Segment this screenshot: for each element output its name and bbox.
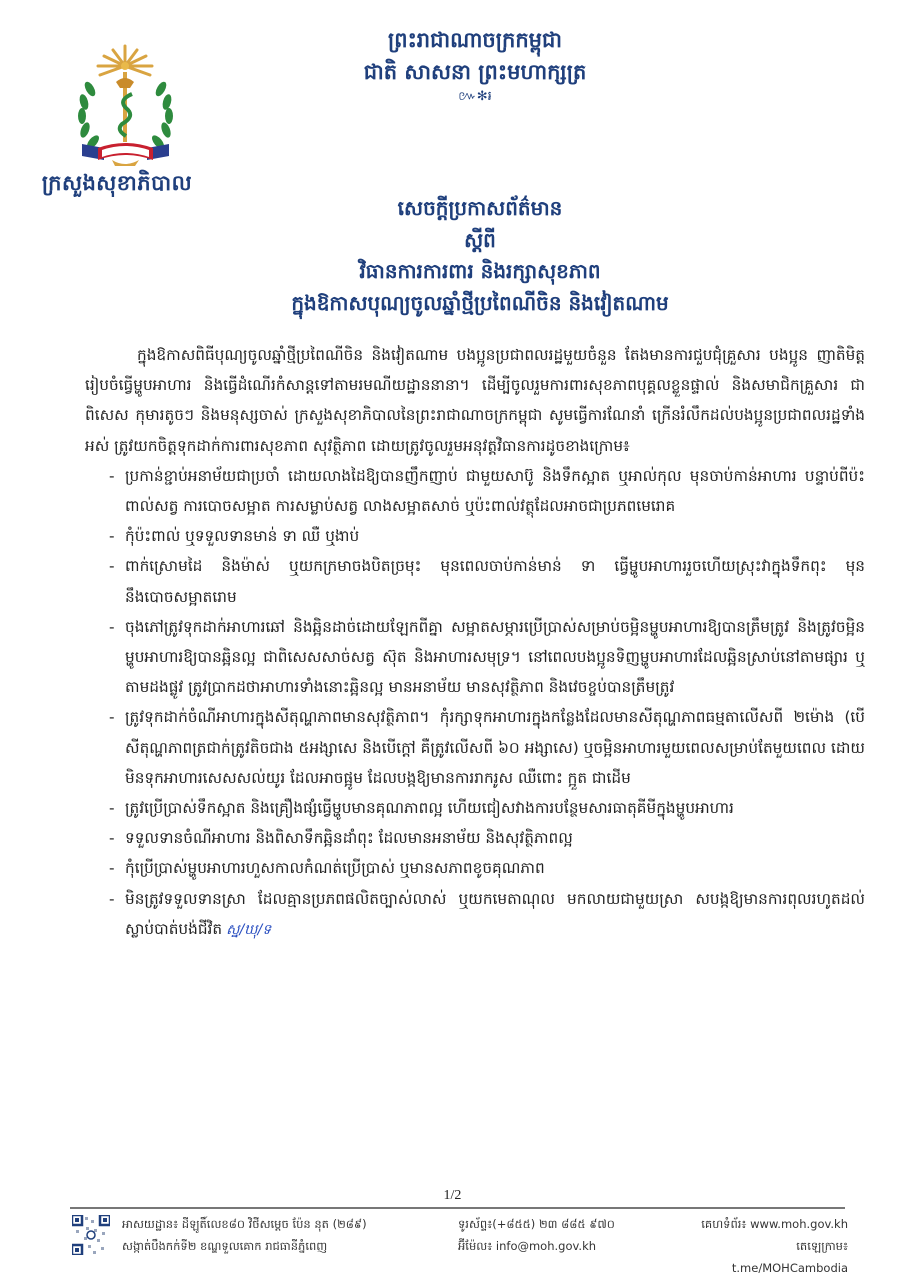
list-item: - កុំប៉ះពាល់ ឬទទួលទានមាន់ ទា ឈឺ ឬងាប់ xyxy=(85,521,865,551)
list-item: - ត្រូវប្រើប្រាស់ទឹកស្អាត និងគ្រឿងផ្សំធ្វើម្ហូបមានគុណភាពល្អ ហើយជៀសវាងការបន្ថែមសារធាតុគីមីក្នុងម្ហូបអាហារ xyxy=(85,793,865,823)
bullet-dash: - xyxy=(109,889,115,908)
bullet-dash: - xyxy=(109,829,115,848)
bullet-dash: - xyxy=(109,527,115,546)
bullet-dash: - xyxy=(109,557,115,576)
intro-paragraph: ក្នុងឱកាសពិធីបុណ្យចូលឆ្នាំថ្មីប្រពៃណីចិន និងវៀតណាម បងប្អូនប្រជាពលរដ្ឋមួយចំនួន តែងមានការជួបជុំគ្រួសារ បងប្អូន ញាតិមិត្ត រៀបចំធ្វើម្ហូបអាហារ និងធ្វើដំណើរកំសាន្តទៅតាមរមណីយដ្ឋាននានា។ ដើម្បីចូលរួមការពារសុខភាពបុគ្គលខ្លួនផ្ទាល់ និងសមាជិកគ្រួសារ ជាពិសេស កុមារតូចៗ និងមនុស្សចាស់ ក្រសួងសុខាភិបាលនៃព្រះរាជាណាចក្រកម្ពុជា សូមធ្វើការណែនាំ ក្រើនរំលឹកដល់បងប្អូនប្រជាពលរដ្ឋទាំងអស់ ត្រូវយកចិត្តទុកដាក់ការពារសុខភាព សុវត្ថិភាព ដោយត្រូវចូលរួមអនុវត្តវិធានការដូចខាងក្រោម៖ xyxy=(85,346,865,455)
list-item: - ចុងភៅត្រូវទុកដាក់អាហារឆៅ និងឆ្អិនដាច់ដោយឡែកពីគ្នា សម្អាតសម្ភារប្រើប្រាស់សម្រាប់ចម្អិនម្ហូបអាហារឱ្យបានត្រឹមត្រូវ និងត្រូវចម្អិនម្ហូបអាហារឱ្យបានឆ្អិនល្អ ជាពិសេសសាច់សត្វ ស៊ុត និងអាហារសមុទ្រ។ នៅពេលបងប្អូនទិញម្ហូបអាហារដែលឆ្អិនស្រាប់នៅតាមផ្សារ ឬតាមដងផ្លូវ ត្រូវប្រាកដថាអាហារទាំងនោះឆ្អិនល្អ មានអនាម័យ មានសុវត្ថិភាព និងវេចខ្ចប់បានត្រឹមត្រូវ xyxy=(85,612,865,703)
footer-divider xyxy=(70,1207,845,1209)
list-item: - ពាក់ស្រោមដៃ និងម៉ាស់ ឬយកក្រមាចងបិតច្រមុះ មុនពេលចាប់កាន់មាន់ ទា ធ្វើម្ហូបអាហាររួចហើយស្រុះវាក្នុងទឹកពុះ មុននឹងបោចសម្អាតរោម xyxy=(85,551,865,611)
bullet-dash: - xyxy=(109,466,115,485)
ministry-name: ក្រសួងសុខាភិបាល xyxy=(41,171,193,195)
bullet-dash: - xyxy=(109,859,115,878)
bullet-dash: - xyxy=(109,708,115,727)
list-item: - ត្រូវទុកដាក់ចំណីអាហារក្នុងសីតុណ្ហភាពមានសុវត្ថិភាព។ កុំរក្សាទុកអាហារក្នុងកន្លែងដែលមានសីតុណ្ហភាពធម្មតាលើសពី ២ម៉ោង (បើសីតុណ្ហភាពត្រជាក់ត្រូវតិចជាង ៥អង្សាសេ និងបើក្តៅ គឺត្រូវលើសពី ៦០ អង្សាសេ) ឬចម្អិនអាហារមួយពេលសម្រាប់តែមួយពេល ដោយមិនទុកអាហារសេសសល់យូរ ដែលអាចផ្អូម ដែលបង្កឱ្យមានការរាករូស ឈឺពោះ ក្អួត ជាដើម xyxy=(85,702,865,793)
list-item: - ប្រកាន់ខ្ជាប់អនាម័យជាប្រចាំ ដោយលាងដៃឱ្យបានញឹកញាប់ ជាមួយសាប៊ូ និងទឹកស្អាត ឬអាល់កុល មុនចាប់កាន់អាហារ បន្ទាប់ពីប៉ះពាល់សត្វ ការបោចសម្អាត ការសម្លាប់សត្វ លាងសម្អាតសាច់ ឬប៉ះពាល់វត្ថុដែលអាចជាប្រភពមេរោគ xyxy=(85,461,865,521)
title-line-4: ក្នុងឱកាសបុណ្យចូលឆ្នាំថ្មីប្រពៃណីចិន និងវៀតណាម xyxy=(291,290,669,315)
kingdom-name: ព្រះរាជាណាចក្រកម្ពុជា xyxy=(387,28,562,52)
email-link[interactable]: អ៊ីម៉ែល៖ info@moh.gov.kh xyxy=(458,1239,597,1253)
guidance-list xyxy=(85,461,865,945)
footer-online xyxy=(680,1213,848,1279)
national-motto: ជាតិ សាសនា ព្រះមហាក្សត្រ xyxy=(363,60,587,84)
telegram-link[interactable]: តេឡេក្រាម៖ t.me/MOHCambodia xyxy=(731,1239,848,1275)
footer-address xyxy=(122,1213,422,1257)
page-number: 1/2 xyxy=(443,1188,462,1203)
document-title xyxy=(150,193,810,319)
address-line-1: អាសយដ្ឋាន៖ ដីឡូតិ៍លេខ៨០ វិថីសម្តេច ប៉ែន នុត (២៨៩) xyxy=(122,1217,367,1231)
ornament-divider-icon: ៚✻៛ xyxy=(458,89,492,104)
qr-code-icon xyxy=(72,1215,110,1255)
bullet-dash: - xyxy=(109,799,115,818)
title-line-3: វិធានការការពារ និងរក្សាសុខភាព xyxy=(359,259,601,283)
ministry-of-health-emblem-icon xyxy=(68,44,183,169)
list-item: - ទទួលទានចំណីអាហារ និងពិសាទឹកឆ្អិនដាំពុះ ដែលមានអនាម័យ និងសុវត្ថិភាពល្អ xyxy=(85,823,865,853)
phone-number: ទូរស័ព្ទ៖(+៨៥៥) ២៣ ៨៨៥ ៩៧០ xyxy=(458,1217,615,1231)
kingdom-header xyxy=(300,24,650,106)
title-line-2: ស្តីពី xyxy=(464,227,496,252)
title-line-1: សេចក្តីប្រកាសព័ត៌មាន xyxy=(397,196,563,220)
list-item: - កុំប្រើប្រាស់ម្ហូបអាហារហួសកាលកំណត់ប្រើប្រាស់ ឬមានសភាពខូចគុណភាព xyxy=(85,853,865,883)
website-link[interactable]: គេហទំព័រ៖ www.moh.gov.kh xyxy=(701,1217,848,1231)
address-line-2: សង្កាត់បឹងកក់ទី២ ខណ្ឌទួលគោក រាជធានីភ្នំពេញ xyxy=(122,1239,328,1253)
footer-contact xyxy=(458,1213,678,1257)
handwritten-initials: ស្ន/ឃុ/ទ xyxy=(226,921,272,938)
bullet-dash: - xyxy=(109,617,115,636)
document-body xyxy=(85,340,865,945)
list-item: - មិនត្រូវទទួលទានស្រា ដែលគ្មានប្រភពផលិតច្បាស់លាស់ ឬយកមេតាណុល មកលាយជាមួយស្រា សបង្កឱ្យមានការពុលរហូតដល់ស្លាប់បាត់បង់ជីវិត ស្ន/ឃុ/ទ xyxy=(85,884,865,945)
